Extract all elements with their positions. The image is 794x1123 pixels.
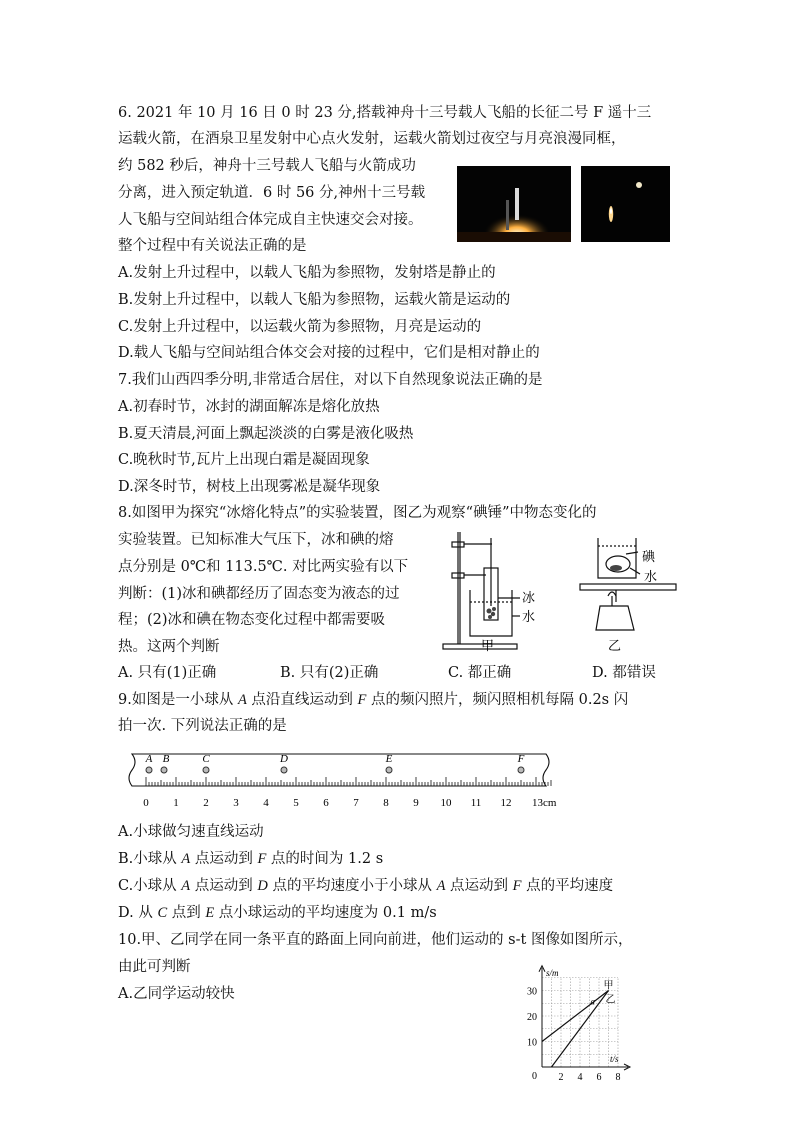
q8-option-c: C. 都正确: [448, 665, 512, 681]
ruler-tick-label: 10: [440, 797, 452, 809]
q8-line-4: 判断：(1)冰和碘都经历了固态变为液态的过: [118, 586, 400, 602]
ruler-point: [386, 767, 392, 773]
ruler-point-label: C: [202, 753, 210, 765]
q6-line-1: 6. 2021 年 10 月 16 日 0 时 23 分,搭载神舟十三号载人飞船的长征二号 F 遥十三: [118, 105, 652, 121]
q8-line-3: 点分别是 0℃和 113.5℃. 对比两实验有以下: [118, 559, 409, 575]
label-iodine: 碘: [642, 549, 656, 564]
ruler-point: [161, 767, 167, 773]
ruler-tick-label: 2: [203, 797, 209, 809]
ruler-tick-label: 6: [323, 797, 329, 809]
ruler-point-label: F: [517, 753, 525, 765]
q7-option-b: B.夏天清晨,河面上飘起淡淡的白雾是液化吸热: [118, 426, 414, 442]
q8-option-d: D. 都错误: [592, 665, 656, 681]
ruler-tick-label: 5: [293, 797, 299, 809]
q10-option-a: A.乙同学运动较快: [118, 986, 235, 1002]
q6-line-3: 约 582 秒后，神舟十三号载人飞船与火箭成功: [118, 158, 416, 174]
q6-option-c: C.发射上升过程中，以运载火箭为参照物，月亮是运动的: [118, 319, 482, 335]
s-t-graph: [510, 955, 668, 1080]
origin-label: 0: [532, 1071, 537, 1080]
q6-option-d: D.载人飞船与空间站组合体交会对接的过程中，它们是相对静止的: [118, 345, 540, 361]
q7-option-c: C.晚秋时节,瓦片上出现白霜是凝固现象: [118, 452, 370, 468]
ruler-tick-label: 3: [233, 797, 239, 809]
q6-line-5: 人飞船与空间站组合体完成自主快速交会对接。: [118, 212, 423, 228]
ruler-point: [281, 767, 287, 773]
y-tick-label: 10: [527, 1037, 537, 1049]
rocket-launch-photo: [457, 166, 571, 242]
q10-line-2: 由此可判断: [118, 959, 191, 975]
ruler-tick-label: 12: [500, 797, 512, 809]
q9-option-d: D. 从 C 点到 E 点小球运动的平均速度为 0.1 m/s: [118, 905, 437, 921]
q6-option-a: A.发射上升过程中，以载人飞船为参照物，发射塔是静止的: [118, 265, 496, 281]
q6-line-6: 整个过程中有关说法正确的是: [118, 238, 307, 254]
ruler-tick-label: 1: [173, 797, 179, 809]
ruler-point-label: D: [280, 753, 288, 765]
q7-stem: 7.我们山西四季分明,非常适合居住，对以下自然现象说法正确的是: [118, 372, 543, 388]
ruler-point-label: B: [162, 753, 170, 765]
q9-line-1: 9.如图是一小球从 A 点沿直线运动到 F 点的频闪照片，频闪照相机每隔 0.2s 闪: [118, 692, 629, 708]
point-a-label: a: [590, 996, 595, 1007]
label-jia: 甲: [481, 638, 495, 653]
ruler-point: [518, 767, 524, 773]
series-label-jia: 甲: [603, 980, 614, 992]
q9-line-2: 拍一次. 下列说法正确的是: [118, 718, 287, 734]
q8-apparatus-figure: [440, 528, 680, 656]
q6-option-b: B.发射上升过程中，以载人飞船为参照物，运载火箭是运动的: [118, 292, 511, 308]
ruler-point-label: A: [145, 753, 153, 765]
ruler-point: [146, 767, 152, 773]
ruler-tick-label: 4: [263, 797, 269, 809]
q8-option-a: A. 只有(1)正确: [118, 665, 217, 681]
q9-option-c: C.小球从 A 点运动到 D 点的平均速度小于小球从 A 点运动到 F 点的平均速度: [118, 878, 614, 894]
ruler-tick-label: 13cm: [532, 797, 557, 809]
ruler-point-label: E: [385, 753, 393, 765]
label-water: 水: [522, 609, 536, 624]
ruler-tick-label: 0: [143, 797, 149, 809]
ruler-point: [203, 767, 209, 773]
q7-option-d: D.深冬时节，树枝上出现雾凇是凝华现象: [118, 479, 381, 495]
y-axis-label: s/m: [546, 967, 559, 978]
q6-line-4: 分离，进入预定轨道．6 时 56 分,神州十三号载: [118, 185, 426, 201]
q9-option-b: B.小球从 A 点运动到 F 点的时间为 1.2 s: [118, 851, 384, 867]
rocket-moon-photo: [581, 166, 670, 242]
q6-line-2: 运载火箭，在酒泉卫星发射中心点火发射，运载火箭划过夜空与月亮浪漫同框，: [118, 131, 626, 147]
ruler-tick-label: 11: [470, 797, 482, 809]
q9-ruler-figure: [122, 748, 562, 812]
q7-option-a: A.初春时节，冰封的湖面解冻是熔化放热: [118, 399, 380, 415]
x-tick-label: 6: [596, 1072, 602, 1080]
q10-line-1: 10.甲、乙同学在同一条平直的路面上同向前进，他们运动的 s-t 图像如图所示，: [118, 932, 633, 948]
ruler-tick-label: 7: [353, 797, 359, 809]
label-water-2: 水: [644, 569, 658, 584]
q8-line-5: 程；(2)冰和碘在物态变化过程中都需要吸: [118, 612, 386, 628]
x-tick-label: 2: [558, 1072, 564, 1080]
label-yi: 乙: [608, 638, 622, 653]
x-tick-label: 8: [615, 1072, 621, 1080]
y-tick-label: 30: [527, 986, 537, 998]
q8-line-6: 热。这两个判断: [118, 639, 220, 655]
q8-line-2: 实验装置。已知标准大气压下，冰和碘的熔: [118, 532, 394, 548]
x-tick-label: 4: [577, 1072, 583, 1080]
ruler-tick-label: 9: [413, 797, 419, 809]
x-axis-label: t/s: [610, 1054, 619, 1064]
q8-option-b: B. 只有(2)正确: [280, 665, 379, 681]
ruler-tick-label: 8: [383, 797, 389, 809]
series-label-yi: 乙: [605, 994, 616, 1006]
q9-option-a: A.小球做匀速直线运动: [118, 824, 264, 840]
q8-line-1: 8.如图甲为探究“冰熔化特点”的实验装置，图乙为观察“碘锤”中物态变化的: [118, 505, 597, 521]
y-tick-label: 20: [527, 1012, 537, 1023]
label-ice: 冰: [522, 590, 536, 605]
